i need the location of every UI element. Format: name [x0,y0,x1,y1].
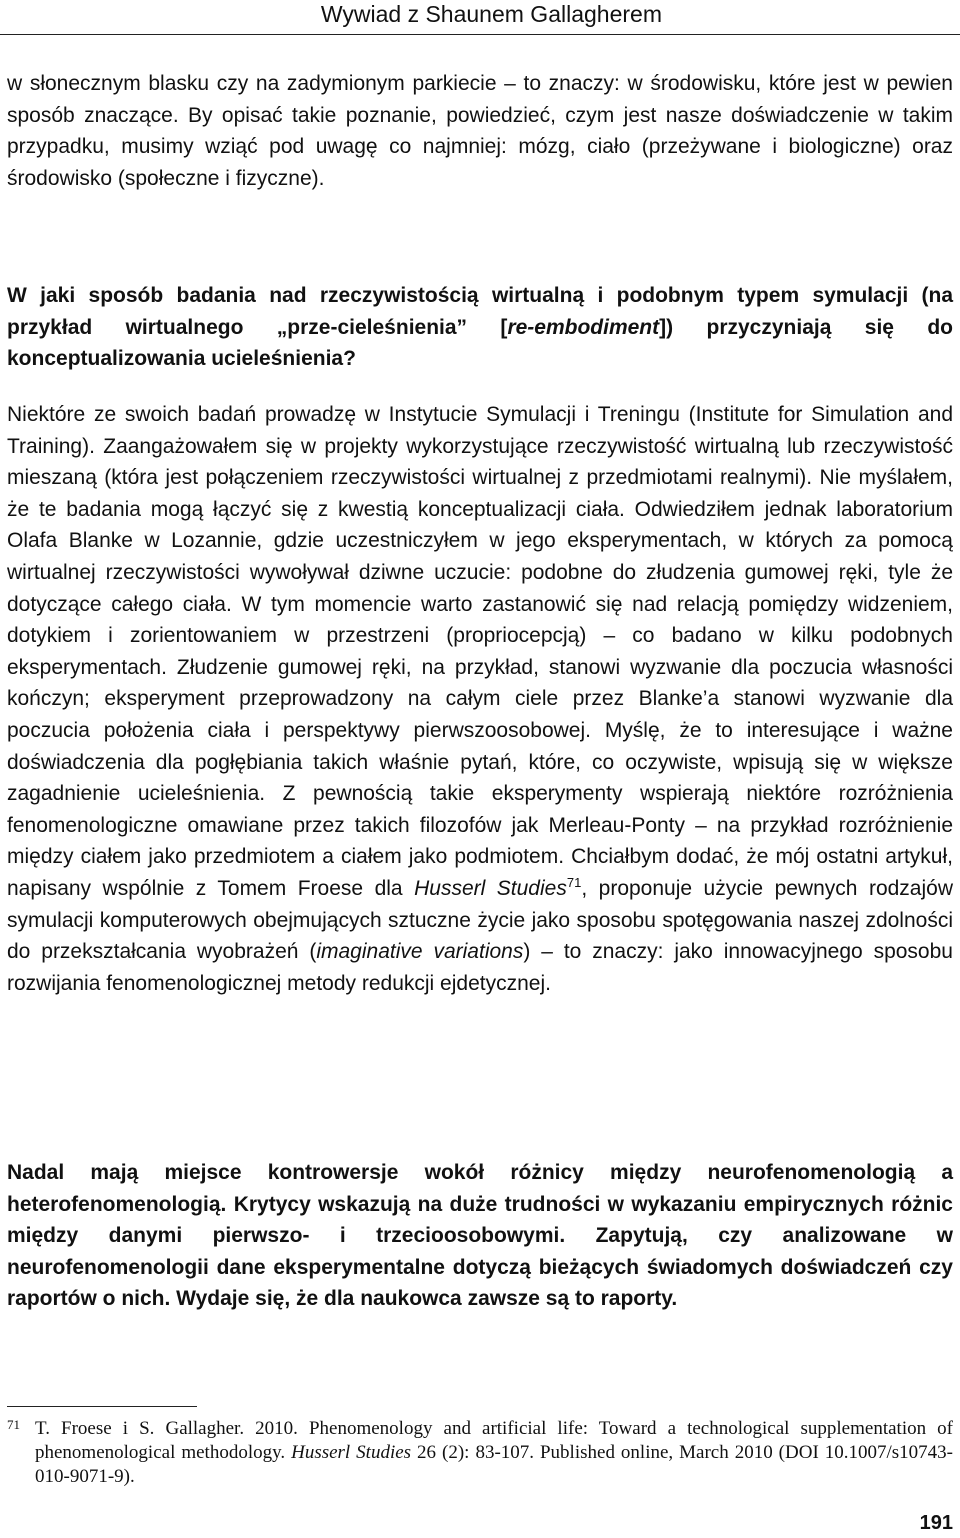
footnote-reference[interactable]: 71 [566,874,582,890]
running-header-title: Wywiad z Shaunem Gallagherem [320,1,662,27]
footnote-journal: Husserl Studies [291,1442,412,1463]
footnote-text [35,1417,953,1489]
page-number: 191 [919,1512,953,1534]
footnote-text-after: 26 (2): 83-107. Published online, March 2010 (DOI 10.1007/s10743-010-9071-9). [35,1442,954,1487]
interview-question-2: Nadal mają miejsce kontrowersje wokół różnicy między neurofenomenologią a heterofenomenologią. Krytycy wskazują na duże trudności w wykazaniu empirycznych różnic między danymi pierwszo- i trzecioosobowymi. Zapytują, czy analizowane w neurofenomenologii dane eksperymentalne dotyczą bieżących świadomych doświadczeń czy raportów o nich. Wydaje się, że dla naukowca zawsze są to raporty. [7,1161,953,1311]
paragraph-continuation: w słonecznym blasku czy na zadymionym parkiecie – to znaczy: w środowisku, które jest w pewien sposób znaczące. By opisać takie poznanie, powiedzieć, czym jest nasze doświadczenie w takim przypadku, musimy wziąć pod uwagę co najmniej: mózg, ciało (przeżywane i biologiczne) oraz środowisko (społeczne i fizyczne). [7,72,953,190]
footnote [7,1417,953,1489]
answer-part-3: ) – to znaczy: jako innowacyjnego sposobu rozwijania fenomenologicznej metody redukcji ejdetycznej. [7,940,953,995]
question-1-term: re-embodiment [507,315,660,339]
term-imaginative-variations: imaginative variations [316,940,524,964]
interview-question-1 [7,280,953,375]
question-1-text-before: W jaki sposób badania nad rzeczywistością wirtualną i podobnym typem symulacji (na przykład wirtualnego „prze-cieleśnienia” [ [7,284,953,339]
answer-part-1: Niektóre ze swoich badań prowadzę w Instytucie Symulacji i Treningu (Institute for Simulation and Training). Zaangażowałem się w projekty wykorzystujące rzeczywistość wirtualną lub rzeczywistość mieszaną (która jest połączeniem rzeczywistości wirtualnej z przedmiotami realnymi). Nie myślałem, że te badania mogą łączyć się z kwestią konceptualizacji ciała. Odwiedziłem jednak laboratorium Olafa Blanke w Lozannie, gdzie uczestniczyłem w jego eksperymentach, w których za pomocą wirtualnej rzeczywistości wywoływał dziwne uczucie: podobne do złudzenia gumowej ręki, tyle że dotyczące całego ciała. W tym momencie warto zastanowić się nad relacją pomiędzy widzeniem, dotykiem i zorientowaniem w przestrzeni (propriocepcją) – co badano w kilku podobnych eksperymentach. Złudzenie gumowej ręki, na przykład, stanowi wyzwanie dla poczucia własności kończyn; eksperyment przeprowadzony na całym ciele przez Blanke’a stanowi wyzwanie dla poczucia położenia ciała i perspektywy pierwszoosobowej. Myślę, że to interesujące i ważne doświadczenia dla pogłębiania takich właśnie pytań, które, co oczywiste, wpisują się w większe zagadnienie ucieleśnienia. Z pewnością takie eksperymenty wspierają niektóre rozróżnienia fenomenologiczne omawiane przez takich filozofów jak Merleau-Ponty – na przykład rozróżnienie między ciałem jako przedmiotem a ciałem jako podmiotem. Chciałbym dodać, że mój ostatni artykuł, napisany wspólnie z Tomem Froese dla [7,403,953,900]
header-rule [0,34,960,35]
answer-part-2: , proponuje użycie pewnych rodzajów symulacji komputerowych obejmujących sztuczne życie jako sposobu spotęgowania naszej zdolności do przekształcania wyobrażeń ( [7,876,953,964]
question-1-text-after: ]) przyczyniają się do konceptualizowania ucieleśnienia? [7,315,954,371]
interview-answer [7,399,953,999]
journal-title: Husserl Studies [414,876,567,900]
footnote-rule [7,1406,197,1407]
footnote-number: 71 [7,1417,20,1432]
footnote-text-before: T. Froese i S. Gallagher. 2010. Phenomenology and artificial life: Toward a technological supplementation of phenomenological methodology. [35,1418,953,1463]
running-header [0,0,960,40]
